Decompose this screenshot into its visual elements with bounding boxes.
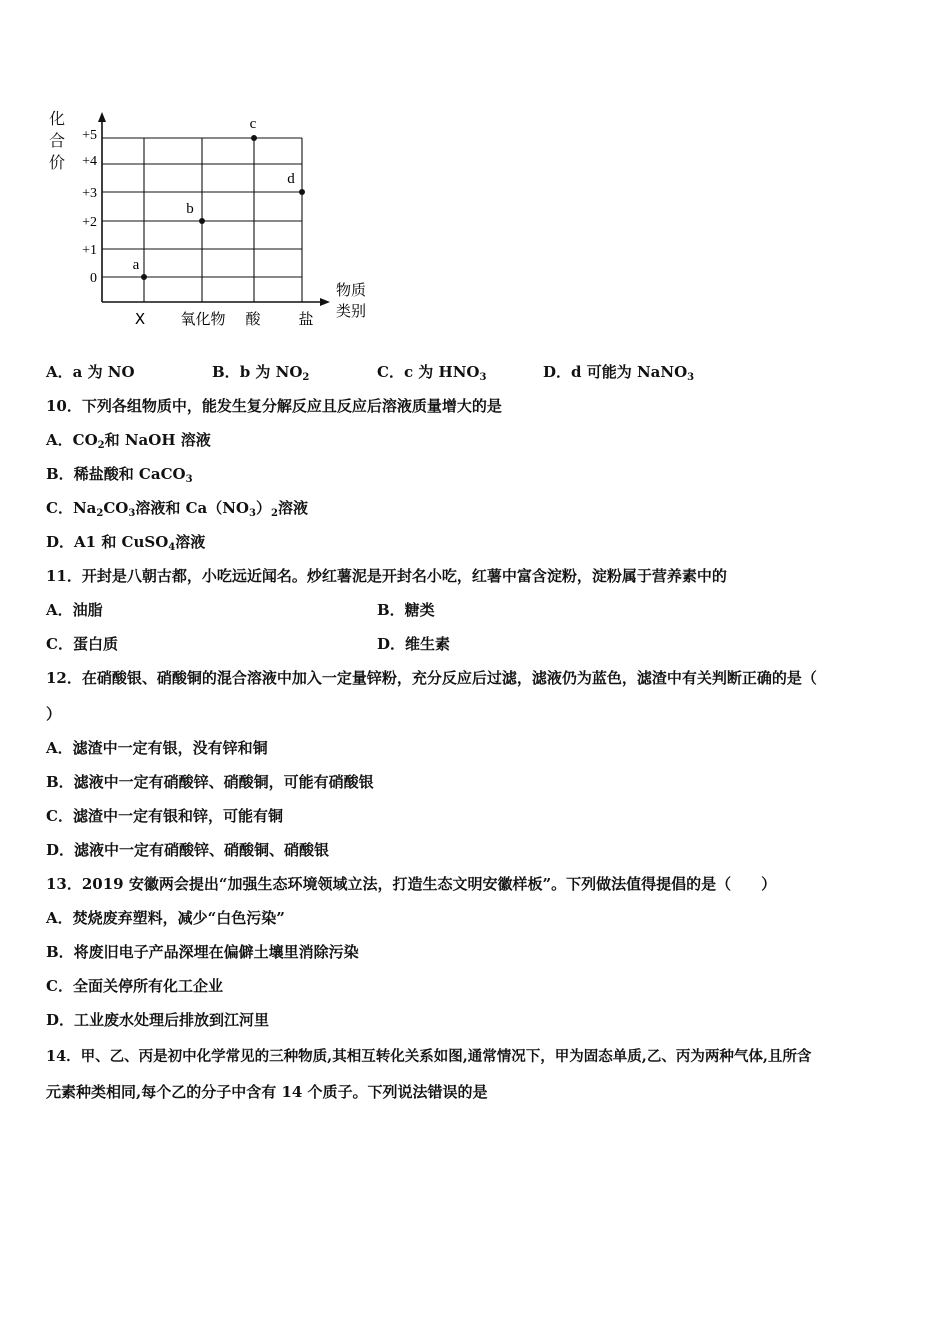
x-category-label: 酸 xyxy=(245,310,261,328)
ylabel-char: 价 xyxy=(49,153,66,172)
q13-option-c: C．全面关停所有化工企业 xyxy=(46,977,223,995)
x-category-label: 氧化物 xyxy=(180,310,226,328)
y-tick-label: +2 xyxy=(82,215,97,230)
q9-option-b: B．b 为 $NO_2$ xyxy=(212,363,310,383)
data-label-b: b xyxy=(186,201,194,217)
x-axis-title-line1: 物质 xyxy=(335,281,367,299)
q10-option-b: B．稀盐酸和 CaCO$_3$ xyxy=(46,465,193,485)
q10-option-c: C．$Na_2CO_3$溶液和 $Ca(NO_3)_2$溶液 xyxy=(46,499,308,519)
q12-stem: 12．在硝酸银、硝酸铜的混合溶液中加入一定量锌粉，充分反应后过滤，滤液仍为蓝色，滤渣中有关判断正确的是（ xyxy=(46,669,817,687)
q9-option-d: D．d 可能为 NaNO$_3$ xyxy=(543,363,695,383)
y-tick-label: +3 xyxy=(82,186,97,201)
data-point-b xyxy=(199,218,205,224)
q12-option-d: D．滤液中一定有硝酸锌、硝酸铜、硝酸银 xyxy=(46,841,330,859)
q13-option-a: A．焚烧废弃塑料，减少“白色污染” xyxy=(46,909,285,927)
chart-svg xyxy=(40,100,380,340)
chart-ylabel xyxy=(49,108,69,174)
x-category-label: X xyxy=(134,310,146,328)
q13-stem: 13．2019 安徽两会提出“加强生态环境领域立法，打造生态文明安徽样板”。下列做法值得提倡的是（ ） xyxy=(46,875,777,893)
q11-option-c: C．蛋白质 xyxy=(46,635,118,653)
y-tick-label: 0 xyxy=(90,271,97,286)
x-axis-arrow xyxy=(320,298,330,306)
x-axis-title-line2: 类别 xyxy=(335,302,367,320)
q9-option-c: C．c 为 $HNO_3$ xyxy=(377,363,487,383)
q14-stem-cont: 元素种类相同,每个乙的分子中含有 14 个质子。下列说法错误的是 xyxy=(46,1083,488,1101)
data-point-d xyxy=(299,189,305,195)
q11-option-b: B．糖类 xyxy=(377,601,435,619)
q14-stem: 14．甲、乙、丙是初中化学常见的三种物质,其相互转化关系如图,通常情况下，甲为固态单质,乙、丙为两种气体,且所含 xyxy=(46,1048,812,1065)
q9-option-a: A．a 为 NO xyxy=(46,363,135,381)
y-tick-label: +5 xyxy=(82,128,97,143)
x-category-label: 盐 xyxy=(298,310,314,328)
ylabel-char: 化 xyxy=(49,109,66,128)
q12-option-b: B．滤液中一定有硝酸锌、硝酸铜，可能有硝酸银 xyxy=(46,773,374,791)
q10-option-d: D．A1 和 CuSO$_4$溶液 xyxy=(46,533,206,553)
data-label-c: c xyxy=(249,116,257,132)
data-label-d: d xyxy=(287,171,295,187)
q12-option-c: C．滤渣中一定有银和锌，可能有铜 xyxy=(46,807,283,825)
q11-option-d: D．维生素 xyxy=(377,635,451,653)
y-tick-label: +1 xyxy=(82,243,97,258)
q12-option-a: A．滤渣中一定有银，没有锌和铜 xyxy=(46,739,268,757)
data-point-a xyxy=(141,274,147,280)
q13-option-b: B．将废旧电子产品深埋在偏僻土壤里消除污染 xyxy=(46,943,359,961)
ylabel-char: 合 xyxy=(49,131,66,150)
q10-stem: 10．下列各组物质中，能发生复分解反应且反应后溶液质量增大的是 xyxy=(46,397,502,415)
y-tick-label: +4 xyxy=(82,154,97,169)
y-axis-arrow xyxy=(98,112,106,122)
q13-option-d: D．工业废水处理后排放到江河里 xyxy=(46,1011,270,1029)
q10-option-a: A．$CO_2$和 NaOH 溶液 xyxy=(46,431,211,451)
valence-chart xyxy=(40,100,380,340)
data-label-a: a xyxy=(132,257,140,273)
q11-stem: 11．开封是八朝古都，小吃远近闻名。炒红薯泥是开封名小吃，红薯中富含淀粉，淀粉属于营养素中的 xyxy=(46,567,727,585)
q11-option-a: A．油脂 xyxy=(46,601,103,619)
q12-stem-cont: ） xyxy=(46,705,62,723)
data-point-c xyxy=(251,135,257,141)
